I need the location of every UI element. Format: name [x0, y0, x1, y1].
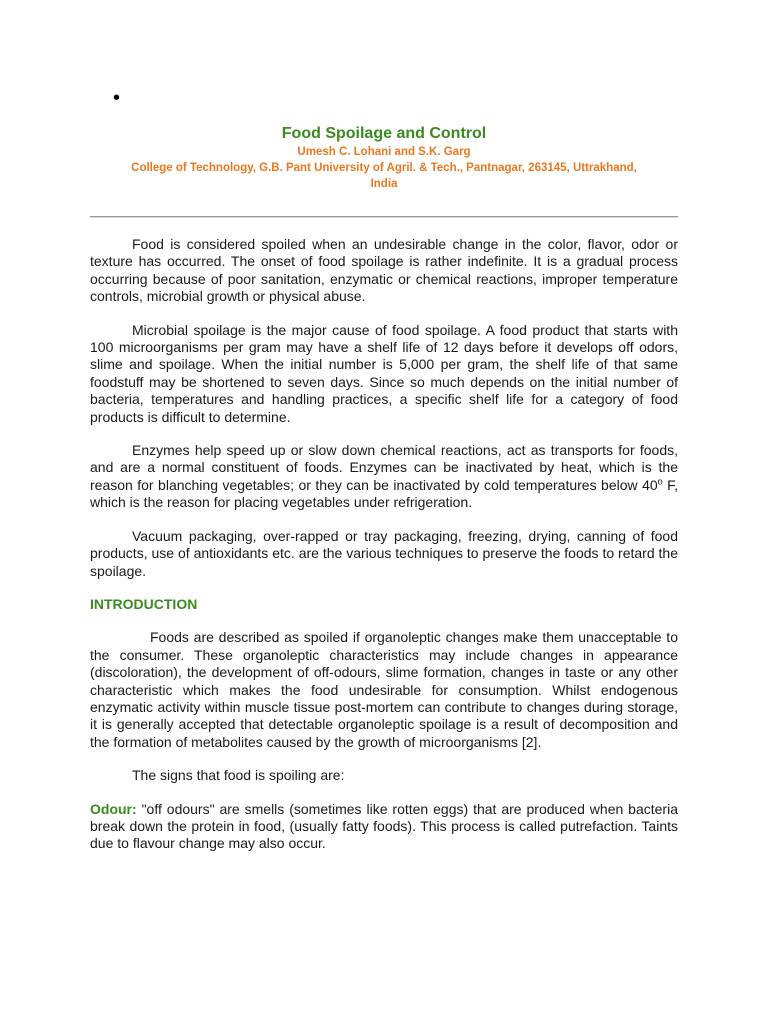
- odour-text: "off odours" are smells (sometimes like rotten eggs) that are produced when bacteria break down the protein in food, (usually fatty foods). This process is called putrefaction. Taints due to flavour change may also occur.: [90, 800, 678, 852]
- paragraph-spoilage-definition: Food is considered spoiled when an undesirable change in the color, flavor, odor or texture has occurred. The onset of food spoilage is rather indefinite. It is a gradual process occurring because of poor sanitation, enzymatic or chemical reactions, improper temperature controls, microbial growth or physical abuse.: [90, 236, 678, 305]
- document-header: [90, 124, 678, 192]
- paragraph-preservation: Vacuum packaging, over-rapped or tray packaging, freezing, drying, canning of food products, use of antioxidants etc. are the various techniques to preserve the foods to retard the spoilage.: [90, 527, 678, 579]
- paragraph-odour: [90, 801, 678, 853]
- bullet-mark: •: [113, 87, 121, 109]
- document-title: Food Spoilage and Control: [281, 125, 487, 142]
- paragraph-introduction: Foods are described as spoiled if organoleptic changes make them unacceptable to the consumer. These organoleptic characteristics may include changes in appearance (discoloration), the development of off-odours, slime formation, changes in taste or any other characteristic which makes the food undesirable for consumption. Whilst endogenous enzymatic activity within muscle tissue post-mortem can contribute to changes during storage, it is generally accepted that detectable organoleptic spoilage is a result of decomposition and the formation of metabolites caused by the growth of microorganisms [2].: [90, 629, 678, 750]
- paragraph-enzymes: [90, 442, 678, 512]
- document-authors: Umesh C. Lohani and S.K. Garg: [297, 146, 471, 158]
- horizontal-divider: [90, 216, 678, 218]
- affiliation-line-1: College of Technology, G.B. Pant University of Agril. & Tech., Pantnagar, 263145, Uttrakhand,: [131, 162, 637, 174]
- enzymes-text-before: Enzymes help speed up or slow down chemical reactions, act as transports for foods, and are a normal constituent of foods. Enzymes can be inactivated by heat, which is the reason for blanching vegetables; or they can be inactivated by cold temperatures below 40: [90, 442, 678, 493]
- affiliation-line-2: India: [370, 178, 398, 190]
- document-body: [90, 236, 678, 869]
- enzymes-text-after: F, which is the reason for placing vegetables under refrigeration.: [90, 476, 678, 511]
- paragraph-microbial-spoilage: Microbial spoilage is the major cause of food spoilage. A food product that starts with 100 microorganisms per gram may have a shelf life of 12 days before it develops off odors, slime and spoilage. When the initial number is 5,000 per gram, the shelf life of that same foodstuff may be shortened to seven days. Since so much depends on the initial number of bacteria, temperatures and handling practices, a specific shelf life for a category of food products is difficult to determine.: [90, 321, 678, 425]
- odour-label: Odour:: [90, 800, 137, 817]
- degree-superscript: o: [657, 476, 663, 487]
- paragraph-signs-intro: The signs that food is spoiling are:: [132, 767, 345, 784]
- section-heading-introduction: INTRODUCTION: [90, 595, 198, 612]
